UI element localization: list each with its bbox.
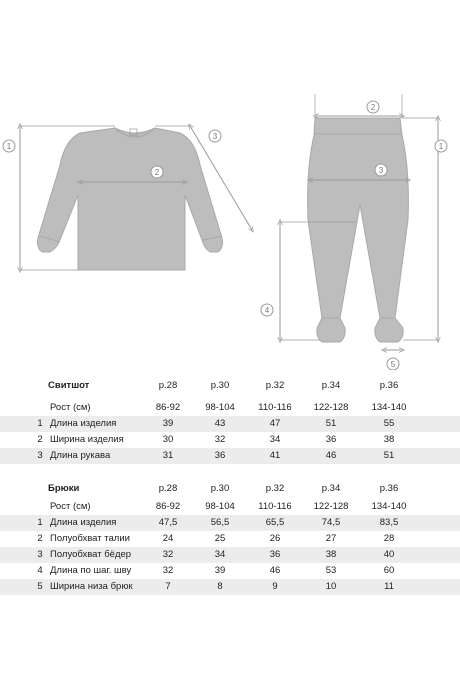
cell: 98-104 (205, 402, 235, 413)
cell: 39 (162, 418, 174, 429)
svg-text:2: 2 (370, 103, 376, 112)
row-number: 5 (37, 581, 43, 592)
cell: 9 (272, 581, 278, 592)
size-header: р.30 (210, 483, 230, 494)
size-header: р.32 (265, 380, 285, 391)
cell: 24 (162, 533, 174, 544)
cell: 32 (214, 434, 226, 445)
callout-sweatshirt-1 (3, 140, 15, 152)
table-row (0, 448, 460, 464)
cell: 7 (165, 581, 171, 592)
row-label: Рост (см) (50, 501, 91, 512)
cell: 51 (383, 450, 395, 461)
size-header: р.36 (379, 483, 399, 494)
cell: 47,5 (158, 517, 178, 528)
cell: 8 (217, 581, 223, 592)
row-number: 4 (37, 565, 43, 576)
row-number: 2 (37, 533, 43, 544)
cell: 60 (383, 565, 395, 576)
callout-pants-3 (375, 164, 387, 176)
cell: 38 (325, 549, 337, 560)
size-header: р.28 (158, 380, 178, 391)
row-label: Длина по шаг. шву (50, 565, 132, 576)
svg-text:3: 3 (378, 166, 384, 175)
size-header: р.32 (265, 483, 285, 494)
cell: 30 (162, 434, 174, 445)
row-number: 2 (37, 434, 43, 445)
cell: 32 (162, 565, 174, 576)
cell: 27 (325, 533, 337, 544)
row-label: Длина изделия (50, 418, 117, 429)
cell: 98-104 (205, 501, 235, 512)
cell: 47 (269, 418, 281, 429)
svg-text:1: 1 (438, 142, 444, 151)
cell: 46 (269, 565, 281, 576)
callout-pants-5 (387, 358, 399, 370)
cell: 38 (383, 434, 395, 445)
table-header-row (0, 378, 460, 394)
cell: 55 (383, 418, 395, 429)
cell: 31 (162, 450, 174, 461)
cell: 40 (383, 549, 395, 560)
row-number: 1 (37, 418, 43, 429)
cell: 51 (325, 418, 337, 429)
table-row (0, 432, 460, 448)
table-row (0, 515, 460, 531)
callout-pants-1 (435, 140, 447, 152)
cell: 43 (214, 418, 226, 429)
size-header: р.30 (210, 380, 230, 391)
row-label: Полуобхват бёдер (50, 549, 132, 560)
cell: 36 (214, 450, 226, 461)
table-row (0, 547, 460, 563)
cell: 110-116 (258, 402, 292, 413)
cell: 134-140 (371, 402, 407, 413)
cell: 34 (214, 549, 226, 560)
table-row (0, 416, 460, 432)
svg-text:2: 2 (154, 168, 160, 177)
size-header: р.34 (321, 380, 341, 391)
size-header: р.34 (321, 483, 341, 494)
cell: 34 (269, 434, 281, 445)
sweatshirt-drawing (38, 128, 223, 270)
svg-text:5: 5 (390, 360, 396, 369)
cell: 122-128 (313, 501, 349, 512)
row-label: Полуобхват талии (50, 533, 130, 544)
row-label: Длина изделия (50, 517, 117, 528)
svg-text:4: 4 (264, 306, 270, 315)
pants-drawing (308, 118, 409, 342)
callout-sweatshirt-3 (209, 130, 221, 142)
row-label: Длина рукава (50, 450, 111, 461)
cell: 134-140 (371, 501, 407, 512)
table-row (0, 499, 460, 515)
cell: 10 (325, 581, 337, 592)
table-title: Свитшот (48, 380, 90, 391)
cell: 36 (325, 434, 337, 445)
row-label: Рост (см) (50, 402, 91, 413)
cell: 32 (162, 549, 174, 560)
cell: 46 (325, 450, 337, 461)
table-row (0, 563, 460, 579)
callout-pants-2 (367, 101, 379, 113)
table-row (0, 579, 460, 595)
size-header: р.28 (158, 483, 178, 494)
row-label: Ширина низа брюк (50, 581, 133, 592)
row-number: 3 (37, 450, 43, 461)
size-header: р.36 (379, 380, 399, 391)
table-row (0, 400, 460, 416)
cell: 56,5 (210, 517, 230, 528)
cell: 25 (214, 533, 226, 544)
cell: 86-92 (155, 501, 181, 512)
table-title: Брюки (48, 483, 80, 494)
cell: 110-116 (258, 501, 292, 512)
row-number: 1 (37, 517, 43, 528)
callout-pants-4 (261, 304, 273, 316)
table-row (0, 531, 460, 547)
cell: 122-128 (313, 402, 349, 413)
cell: 83,5 (379, 517, 399, 528)
cell: 36 (269, 549, 281, 560)
row-label: Ширина изделия (50, 434, 124, 445)
callout-sweatshirt-2 (151, 166, 163, 178)
cell: 28 (383, 533, 395, 544)
table-header-row (0, 481, 460, 497)
row-number: 3 (37, 549, 43, 560)
cell: 11 (384, 581, 394, 592)
cell: 39 (214, 565, 226, 576)
cell: 74,5 (321, 517, 341, 528)
cell: 65,5 (265, 517, 285, 528)
cell: 86-92 (155, 402, 181, 413)
cell: 41 (269, 450, 281, 461)
cell: 26 (269, 533, 281, 544)
cell: 53 (325, 565, 337, 576)
svg-text:1: 1 (6, 142, 12, 151)
svg-text:3: 3 (212, 132, 218, 141)
